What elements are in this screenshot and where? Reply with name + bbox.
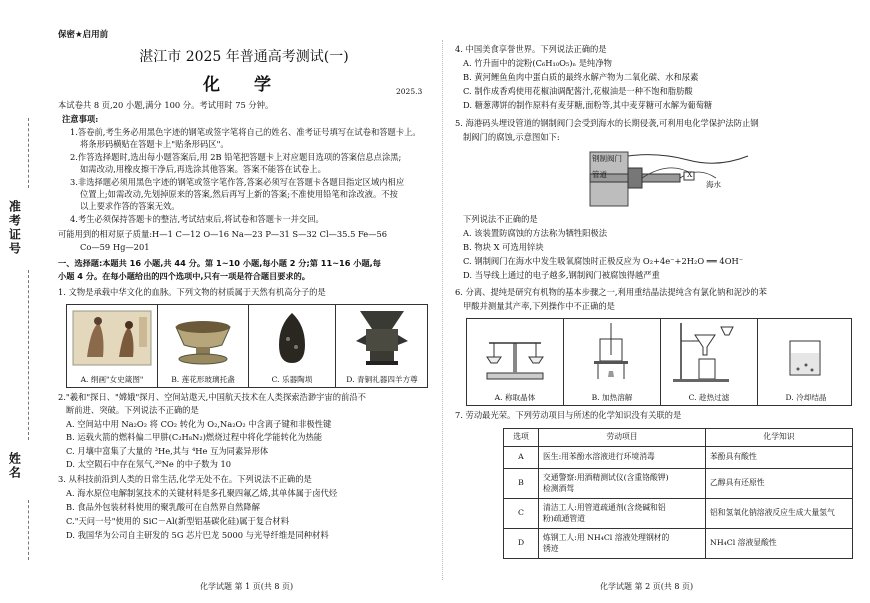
name-line [28,500,30,560]
notice-line: 1.答卷前,考生务必用黑色字迹的钢笔或签字笔将自己的姓名、准考证号填写在试卷和答题卡上。 [70,127,421,137]
q3-option-d: D. 我国华为公司自主研发的 5G 芯片巴龙 5000 与光导纤维是同种材料 [66,530,329,540]
footer-left: 化学试题 第 1 页(共 8 页) [200,582,294,591]
table-row [504,469,853,499]
q5-option-c: C. 钢制阀门在海水中发生吸氧腐蚀时正极反应为 O₂+4e⁻+2H₂O ══ 4OH⁻ [463,256,744,266]
q1-image-row [66,304,428,388]
q4-option-d: D. 糖葱薄饼的制作原料有麦芽糖,面粉等,其中麦芽糖可水解为葡萄糖 [463,100,713,110]
q5-option-d: D. 当导线上通过的电子越多,钢制阀门被腐蚀得越严重 [463,270,660,280]
q7-row-work-cell [539,469,706,499]
q7-row-option: C [504,499,539,529]
exam-id-label: 准考证号 [7,200,22,256]
exam-id-line [28,118,30,188]
subject-title: 化 学 [203,75,285,95]
secret-mark: 保密★启用前 [58,30,109,40]
intro-line: 本试卷共 8 页,20 小题,满分 100 分。考试用时 75 分钟。 [58,100,274,110]
exam-title: 湛江市 2025 年普通高考测试(一) [139,49,349,65]
bronze-zun-image [336,305,428,371]
q1-option-d-label: D. 青铜礼器四羊方尊 [346,374,418,384]
q7-stem: 7. 劳动最光荣。下列劳动项目与所述的化学知识没有关联的是 [455,410,682,420]
q6-option-a-label: A. 称取晶体 [494,392,536,402]
q1-option-a-label: A. 绢画"女史箴图" [80,374,144,384]
q7-row-option: A [504,447,539,469]
q1-option-b [158,305,249,387]
notice-line: 将条形码横贴在答题卡上"贴条形码区"。 [80,139,229,149]
q3-option-b: B. 食品外包装材料使用的聚乳酸可在自然界自然降解 [66,502,260,512]
q5-stem-cont: 制阀门的腐蚀,示意图如下: [463,132,560,142]
q3-stem: 3. 从科技前沿到人类的日常生活,化学无处不在。下列说法不正确的是 [58,474,312,484]
q7-row-knowledge: 乙醇具有还原性 [706,469,853,499]
q4-option-b: B. 黄河鲤鱼鱼肉中蛋白质的最终水解产物为二氧化碳、水和尿素 [463,72,699,82]
q6-option-c-label: C. 趁热过滤 [688,392,730,402]
q1-option-b-label: B. 莲花形玻璃托盏 [171,374,235,384]
seawater-label: 海水 [706,180,721,189]
q7-row-knowledge: 苯酚具有酸性 [706,447,853,469]
q7-row-work-line: 炼钢工人:用 NH₄Cl 溶液处理钢材的 [543,532,670,542]
q6-option-c [661,319,758,405]
q5-option-b: B. 物块 X 可选用锌块 [463,242,544,252]
q4-stem: 4. 中国美食享誉世界。下列说法正确的是 [455,44,607,54]
table-row [504,447,853,469]
pottery-xun-image [249,305,335,371]
atomic-masses: 可能用到的相对原子质量:H—1 C—12 O—16 Na—23 P—31 S—32 Cl—35.5 Fe—56 [58,229,388,239]
page-divider [442,40,443,580]
q7-row-work-cell [539,529,706,559]
q2-option-b: B. 运载火箭的燃料偏二甲肼(C₂H₈N₂)燃烧过程中将化学能转化为热能 [66,432,323,442]
q2-stem: 2."羲和"探日、"嫦娥"探月、空间站遨天,中国航天技术在人类探索浩渺宇宙的前沿不 [58,392,366,402]
q7-row-knowledge: 铝和氢氧化钠溶液反应生成大量氢气 [706,499,853,529]
atomic-masses-cont: Co—59 Hg—201 [80,242,150,252]
crystallization-image [758,319,854,389]
q1-option-d [336,305,428,387]
margin-dashed-line [28,270,30,440]
q1-option-c [249,305,336,387]
notice-line: 如需改动,用橡皮擦干净后,再选涂其他答案。答案不能答在试卷上。 [80,164,326,174]
section-heading: 一、选择题:本题共 16 小题,共 44 分。第 1~10 小题,每小题 2 分;第 11~16 小题,每 [58,258,381,268]
q7-row-work-cell [539,499,706,529]
q4-option-a: A. 竹升面中的淀粉(C₆H₁₀O₅)ₙ 是纯净物 [463,58,612,68]
q7-header-option: 选项 [504,429,539,447]
q6-stem-cont: 甲酸并测量其产率,下列操作中不正确的是 [463,301,615,311]
q7-header-work: 劳动项目 [539,429,706,447]
glass-cup-image [158,305,248,371]
q7-row-work-line: 检测酒驾 [543,483,575,493]
q7-table [503,428,853,559]
valve-label: 钢制阀门 [592,154,622,163]
q7-row-option: B [504,469,539,499]
q1-stem: 1. 文物是承载中华文化的血脉。下列文物的材质属于天然有机高分子的是 [58,287,326,297]
binding-margin [0,0,52,603]
q7-row-work-line: 粉)疏通管道 [543,513,586,523]
section-heading-cont: 小题 4 分。在每小题给出的四个选项中,只有一项是符合题目要求的。 [58,271,310,281]
q7-row-option: D [504,529,539,559]
q3-option-c: C."天问一号"使用的 SiC－Al(新型铝基碳化硅)属于复合材料 [66,516,290,526]
notice-line: 位置上;如需改动,先划掉原来的答案,然后再写上新的答案;不准使用铅笔和涂改液。不按 [80,189,398,199]
table-row [504,499,853,529]
pipe-label: 管道 [592,170,607,179]
q7-row-work-line: 交通警察:用酒精测试仪(含重铬酸钾) [543,472,669,482]
q7-row-work-line: 清洁工人:用管道疏通剂(含烧碱和铝 [543,502,666,512]
q6-option-d [758,319,854,405]
exam-date: 2025.3 [396,87,423,96]
name-label: 姓名 [7,452,22,480]
notice-line: 4.考生必须保持答题卡的整洁,考试结束后,将试卷和答题卡一并交回。 [70,214,324,224]
notice-line: 2.作答选择题时,选出每小题答案后,用 2B 铅笔把答题卡上对应题目选项的答案信息点涂黑; [70,152,402,162]
q1-option-a [67,305,158,387]
balance-image [467,319,563,389]
q6-option-d-label: D. 冷却结晶 [785,392,827,402]
q6-option-b-label: B. 加热溶解 [591,392,633,402]
filtration-image [661,319,757,389]
heating-image [564,319,660,389]
q7-row-work: 医生:用苯酚水溶液进行环境消毒 [539,447,706,469]
q6-option-b [564,319,661,405]
q2-option-c: C. 月壤中富集了大量的 ³He,其与 ⁴He 互为同素异形体 [66,446,269,456]
q6-option-a [467,319,564,405]
q6-image-row [466,318,852,406]
block-x-label: X [687,170,693,179]
q4-option-c: C. 制作成香鸡使用花椒油调配酱汁,花椒油是一种不饱和脂肪酸 [463,86,693,96]
q7-header-knowledge: 化学知识 [706,429,853,447]
q2-option-d: D. 太空陨石中存在氖气,²⁰Ne 的中子数为 10 [66,459,232,469]
q5-option-a: A. 该装置防腐蚀的方法称为牺牲阳极法 [463,228,608,238]
q2-option-a: A. 空间站中用 Na₂O₂ 将 CO₂ 转化为 O₂,Na₂O₂ 中含离子键和非极性键 [66,419,332,429]
notice-title: 注意事项: [62,114,99,124]
table-row [504,529,853,559]
q3-option-a: A. 海水原位电解制氢技术的关键材料是多孔聚四氟乙烯,其单体属于卤代烃 [66,488,338,498]
q2-stem-cont: 断前进、突破。下列说法不正确的是 [66,405,199,415]
q7-row-knowledge: NH₄Cl 溶液显酸性 [706,529,853,559]
q5-stem: 5. 海港码头埋设管道的钢制阀门会受到海水的长期侵袭,可利用电化学保护法防止钢 [455,118,759,128]
footer-right: 化学试题 第 2 页(共 8 页) [600,582,694,591]
notice-line: 以上要求作答的答案无效。 [80,201,180,211]
notice-line: 3.非选择题必须用黑色字迹的钢笔或签字笔作答,答案必须写在答题卡各题目指定区域内相应 [70,177,405,187]
q5-question: 下列说法不正确的是 [463,214,538,224]
silk-painting-image [67,305,157,371]
q6-stem: 6. 分离、提纯是研究有机物的基本步骤之一,利用重结晶法提纯含有氯化钠和泥沙的苯 [455,287,767,297]
q7-row-work-line: 锈迹 [543,543,559,553]
q1-option-c-label: C. 乐器陶埙 [271,374,313,384]
